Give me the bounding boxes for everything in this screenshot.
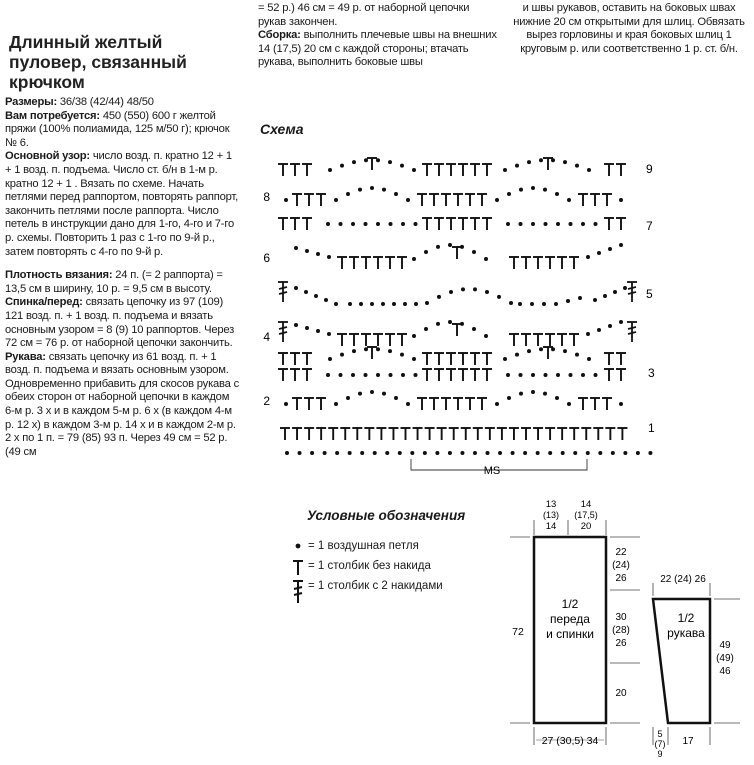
front-back-label-3: и спинки	[546, 627, 594, 641]
dim-sleeve-inc-2: (7)	[654, 739, 666, 749]
materials-paragraph: Вам потребуется: 450 (550) 600 г желтой пряжи (100% полиамида, 125 м/50 г); крючок № 6.	[5, 109, 230, 149]
schema-title: Схема	[260, 121, 304, 137]
row-number-1: 1	[648, 421, 655, 435]
row-number-2: 2	[263, 394, 270, 408]
sleeves-paragraph: Рукава: связать цепочку из 61 возд. п. + 1 возд. п. подъема и вязать основным узором. Одновременно прибавить для скосов рукава с обеих сторон от наборной цепочки в каждом 6-м р. 3 х и в каждом 5-м р. 6 х (в каждом 4-м р. 12 х) в каждом 3-м р. 14 х и в каждом 2-м р. 2 х по 1 п. = 79 (85) 93 п. Через 49 см = 52 р. (49 см	[5, 350, 239, 458]
dim-length: 72	[512, 626, 524, 638]
dim-sleeve-top: 22 (24) 26	[660, 574, 706, 585]
dim-body-3: 26	[615, 638, 627, 649]
dim-sleeve-bottom: 17	[682, 736, 694, 747]
row-number-5: 5	[646, 287, 653, 301]
dim-slit: 20	[615, 688, 627, 699]
dim-neck-1: 13	[545, 499, 557, 510]
assembly-paragraph: Сборка: выполнить плечевые швы на внешних 14 (17,5) 20 см с каждой стороны; втачать рукава, выполнить боковые швы	[258, 29, 497, 69]
dim-shoulder-3: 20	[580, 521, 592, 532]
dim-body-1: 30	[615, 612, 627, 623]
sleeve-label-1: 1/2	[677, 611, 695, 625]
double-treble-icon	[293, 581, 303, 603]
dim-sleeve-len-3: 46	[719, 666, 731, 677]
legend-item-chain: = 1 воздушная петля	[308, 540, 419, 552]
back-front-paragraph: Спинка/перед: связать цепочку из 97 (109) 121 возд. п. + 1 возд. п. подъема и вязать основным узором = 8 (9) 10 раппортов. Через 72 см = 76 р. от наборной цепочки закончить.	[5, 296, 235, 350]
row-number-8: 8	[263, 190, 270, 204]
legend-title: Условные обозначения	[307, 508, 466, 523]
legend-item-sc: = 1 столбик без накида	[308, 560, 431, 572]
pattern-paragraph: Основной узор: число возд. п. кратно 12 + 1 + 1 возд. п. подъема. Число ст. б/н в 1-м р. кратно 12 + 1 . Вязать по схеме. Начать петлями перед раппортом, повторять раппорт, закончить петлями после раппорта. Число петель в инструкции дано для 1-го, 4-го и 7-го р. схемы. Повторить 1 раз с 1-го по 9-й р., затем повторять с 4-го по 9-й р.	[5, 150, 238, 258]
dim-body-2: (28)	[612, 625, 630, 636]
dim-sleeve-len-2: (49)	[716, 653, 734, 664]
front-back-label-1: 1/2	[561, 597, 579, 611]
dim-neck-2: (13)	[542, 510, 560, 520]
dim-armhole-1: 22	[615, 547, 627, 558]
dim-sleeve-inc-1: 5	[657, 729, 663, 739]
row-number-7: 7	[646, 219, 653, 233]
dim-armhole-2: (24)	[612, 560, 630, 571]
row-number-3: 3	[648, 366, 655, 380]
sizes-paragraph: Размеры: 36/38 (42/44) 48/50	[5, 96, 154, 108]
row-number-6: 6	[263, 251, 270, 265]
dim-sleeve-len-1: 49	[719, 640, 731, 651]
dim-width: 27 (30,5) 34	[541, 735, 599, 747]
front-back-label-2: переда	[550, 612, 590, 626]
legend-item-dtr: = 1 столбик с 2 накидами	[308, 580, 443, 592]
single-crochet-icon	[293, 561, 303, 575]
dim-shoulder-2: (17,5)	[574, 510, 598, 520]
dim-armhole-3: 26	[615, 573, 627, 584]
chain-icon	[296, 544, 301, 549]
sleeve-label-2: рукава	[667, 626, 705, 640]
row-number-9: 9	[646, 162, 653, 176]
row-number-4: 4	[263, 330, 270, 344]
dim-shoulder-1: 14	[580, 499, 592, 510]
page-title: Длинный желтый пуловер, связанный крючком	[9, 32, 187, 92]
repeat-label: MS	[483, 465, 501, 477]
assembly-continued: и швы рукавов, оставить на боковых швах нижние 20 см открытыми для шлиц. Обвязать вырез горловины и края боковых шлиц 1 круговым р. или соответственно 1 р. ст. б/н.	[513, 2, 745, 55]
density-paragraph: Плотность вязания: 24 п. (= 2 раппорта) = 13,5 см в ширину, 10 р. = 9,5 см в высоту.	[5, 269, 223, 295]
dim-sleeve-inc-3: 9	[657, 749, 663, 759]
sleeves-continued: = 52 р.) 46 см = 49 р. от наборной цепочки рукав закончен.	[258, 2, 470, 28]
dim-neck-3: 14	[545, 521, 557, 532]
